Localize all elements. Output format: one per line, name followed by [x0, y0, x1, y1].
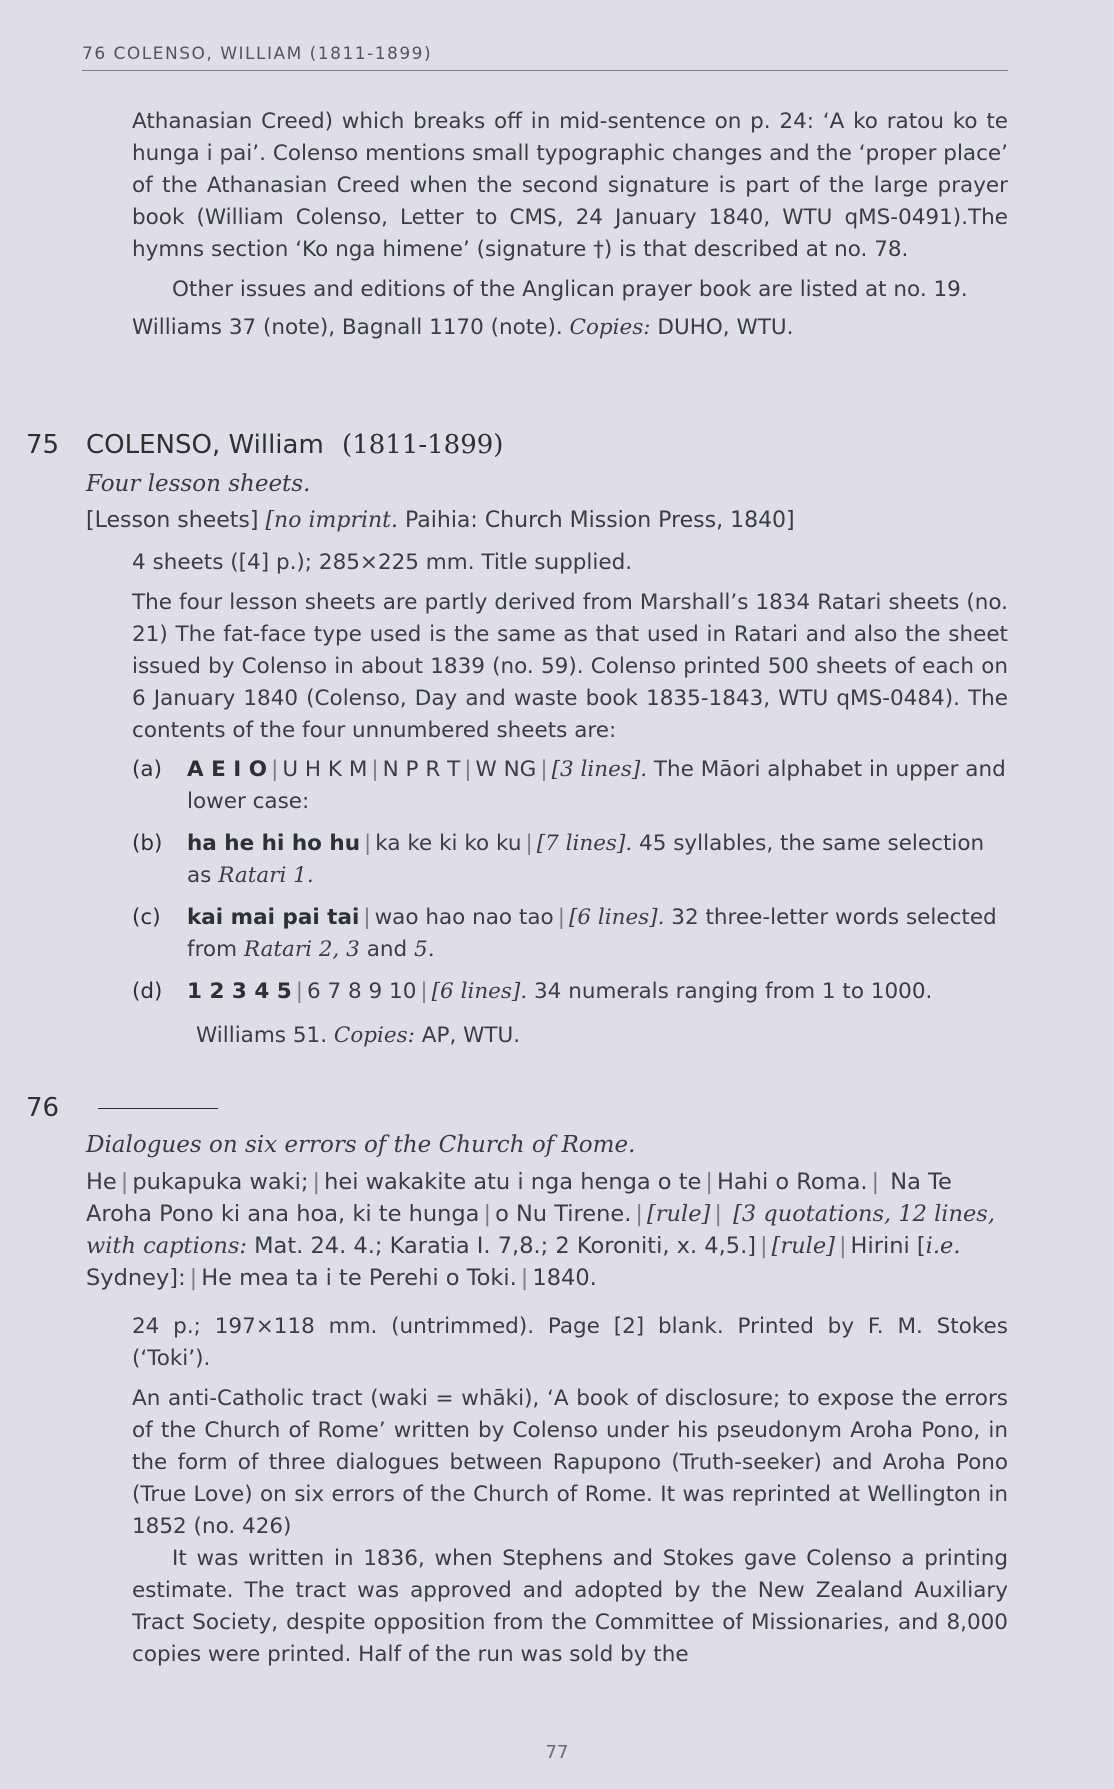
transcription-segment: o Nu Tirene.: [495, 1201, 632, 1227]
transcription-segment: hei wakakite atu i nga henga o te: [324, 1169, 702, 1195]
item-note-italic: 5.: [414, 937, 435, 962]
ditto-rule: [98, 1108, 218, 1109]
lesson-sheet-item: (a) A E I O | U H K M | N P R T | W NG | [3 lines]. The Māori alphabet in upper and lower case:: [132, 754, 1012, 818]
description-paragraph: The four lesson sheets are partly derived from Marshall’s 1834 Ratari sheets (no. 21) The fat-face type used is the same as that used in Ratari and also the sheet issued by Colenso in about 1839 (no. 59). Colenso printed 500 sheets of each on 6 January 1840 (Colenso, Day and waste book 1835-1843, WTU qMS-0484). The contents of the four unnumbered sheets are:: [132, 590, 1008, 743]
item-lines: [6 lines].: [431, 979, 528, 1004]
item-lead: ha he hi ho hu: [187, 831, 361, 856]
item-note-italic: Ratari 2, 3: [243, 937, 360, 962]
transcription-segment: pukapuka waki;: [132, 1169, 309, 1195]
item-note: The Māori alphabet in upper and lower case:: [187, 757, 1006, 814]
transcription-italic: [3 quotations, 12 lines, with captions:: [86, 1201, 996, 1259]
references-line: [132, 312, 1008, 344]
item-segment: N P R T: [382, 757, 461, 782]
entry-number: 75: [26, 430, 60, 460]
transcription-segment: Sydney]:: [86, 1265, 186, 1291]
imprint-line: [86, 505, 1006, 537]
item-segment: 6 7 8 9 10: [307, 979, 417, 1004]
item-label: (a): [132, 757, 162, 782]
other-issues-paragraph: Other issues and editions of the Anglican prayer book are listed at no. 19.: [172, 277, 968, 302]
references-text: Williams 37 (note), Bagnall 1170 (note).: [132, 315, 563, 340]
item-note-italic: Ratari 1.: [218, 863, 314, 888]
item-lead: kai mai pai tai: [187, 905, 360, 930]
author-name: COLENSO, William: [86, 430, 324, 460]
transcription-segment: He: [86, 1169, 117, 1195]
transcription-segment: Na Te Aroha Pono ki ana hoa, ki te hunga: [86, 1169, 952, 1227]
item-lead: 1 2 3 4 5: [187, 979, 292, 1004]
description-paragraph: An anti-Catholic tract (waki = whāki), ‘A book of disclosure; to expose the errors of the Church of Rome’ written by Colenso under his pseudonym Aroha Pono, in the form of three dialogues between Rapupono (Truth-seeker) and Aroha Pono (True Love) on six errors of the Church of Rome. It was reprinted at Wellington in 1852 (no. 426): [132, 1386, 1008, 1539]
lesson-sheet-item: (c) kai mai pai tai | wao hao nao tao | [6 lines]. 32 three-letter words selected from Ratari 2, 3 and 5.: [132, 902, 1012, 966]
transcription-segment: Mat. 24. 4.; Karatia I. 7,8.; 2 Koroniti, x. 4,5.]: [254, 1233, 757, 1259]
lesson-sheet-item: (d) 1 2 3 4 5 | 6 7 8 9 10 | [6 lines]. 34 numerals ranging from 1 to 1000.: [132, 976, 1012, 1008]
item-label: (d): [132, 979, 163, 1004]
copies-value: DUHO, WTU.: [657, 315, 794, 340]
collation: 4 sheets ([4] p.); 285×225 mm. Title supplied.: [132, 550, 633, 575]
transcription-segment: 1840.: [532, 1265, 597, 1291]
item-segment: wao hao nao tao: [374, 905, 554, 930]
copies-label: Copies:: [333, 1023, 415, 1048]
item-lines: [6 lines].: [568, 905, 665, 930]
item-lines: [3 lines].: [551, 757, 648, 782]
entry-heading: [86, 430, 503, 460]
entry-title: Dialogues on six errors of the Church of Rome.: [86, 1132, 636, 1158]
item-label: (b): [132, 831, 163, 856]
imprint-italic: [no imprint.: [265, 508, 398, 533]
item-segment: ka ke ki ko ku: [375, 831, 522, 856]
copies-label: Copies:: [569, 315, 651, 340]
lesson-sheet-item: (b) ha he hi ho hu | ka ke ki ko ku | [7 lines]. 45 syllables, the same selection as Ratari 1.: [132, 828, 1012, 892]
transcription-italic: [rule]: [646, 1201, 711, 1227]
item-note: 32 three-letter words selected from: [187, 905, 997, 962]
continuation-paragraph: Athanasian Creed) which breaks off in mid-sentence on p. 24: ‘A ko ratou ko te hunga i pai’. Colenso mentions small typographic changes and the ‘proper place’ of the Athanasian Creed when the second signature is part of the large prayer book (William Colenso, Letter to CMS, 24 January 1840, WTU qMS-0491).The hymns section ‘Ko nga himene’ (signature †) is that described at no. 78.: [132, 109, 1008, 262]
imprint-part: Paihia: Church Mission Press, 1840]: [405, 508, 795, 533]
entry-heading-dash: [86, 1093, 218, 1123]
description-paragraph: It was written in 1836, when Stephens and Stokes gave Colenso a printing estimate. The tract was approved and adopted by the New Zealand Auxiliary Tract Society, despite opposition from the Committee of Missionaries, and 8,000 copies were printed. Half of the run was sold by the: [132, 1546, 1008, 1667]
transcription-segment: Hahi o Roma.: [716, 1169, 868, 1195]
author-dates: (1811-1899): [342, 430, 504, 460]
references-text: Williams 51.: [196, 1023, 328, 1048]
transcription-segment: He mea ta i te Perehi o Toki.: [201, 1265, 517, 1291]
item-segment: U H K M: [282, 757, 368, 782]
title-page-transcription: He | pukapuka waki; | hei wakakite atu i nga henga o te | Hahi o Roma. | Na Te Aroha Pono ki ana hoa, ki te hunga | o Nu Tirene. | [rule] | [3 quotations, 12 lines, with captions: Mat. 24. 4.; Karatia I. 7,8.; 2 Koroniti, x. 4,5.] | [rule] | Hirini [i.e. Sydney]: | He mea ta i te Perehi o Toki. | 1840.: [86, 1169, 996, 1291]
page-number: 77: [545, 1742, 569, 1763]
running-header: 76 COLENSO, WILLIAM (1811-1899): [82, 44, 1008, 71]
item-segment: W NG: [475, 757, 537, 782]
entry-title: Four lesson sheets.: [86, 471, 311, 497]
item-lines: [7 lines].: [536, 831, 633, 856]
item-note: 45 syllables, the same selection as: [187, 831, 985, 888]
entry-number: 76: [26, 1093, 60, 1123]
item-note: and: [366, 937, 408, 962]
references-line: [196, 1020, 996, 1052]
transcription-italic: i.e.: [925, 1233, 961, 1259]
transcription-segment: Hirini [: [850, 1233, 926, 1259]
copies-value: AP, WTU.: [421, 1023, 521, 1048]
imprint-part: [Lesson sheets]: [86, 508, 259, 533]
item-label: (c): [132, 905, 161, 930]
transcription-italic: [rule]: [771, 1233, 835, 1259]
collation: 24 p.; 197×118 mm. (untrimmed). Page [2] blank. Printed by F. M. Stokes (‘Toki’).: [132, 1314, 1008, 1371]
item-lead: A E I O: [187, 757, 268, 782]
item-note: 34 numerals ranging from 1 to 1000.: [534, 979, 933, 1004]
